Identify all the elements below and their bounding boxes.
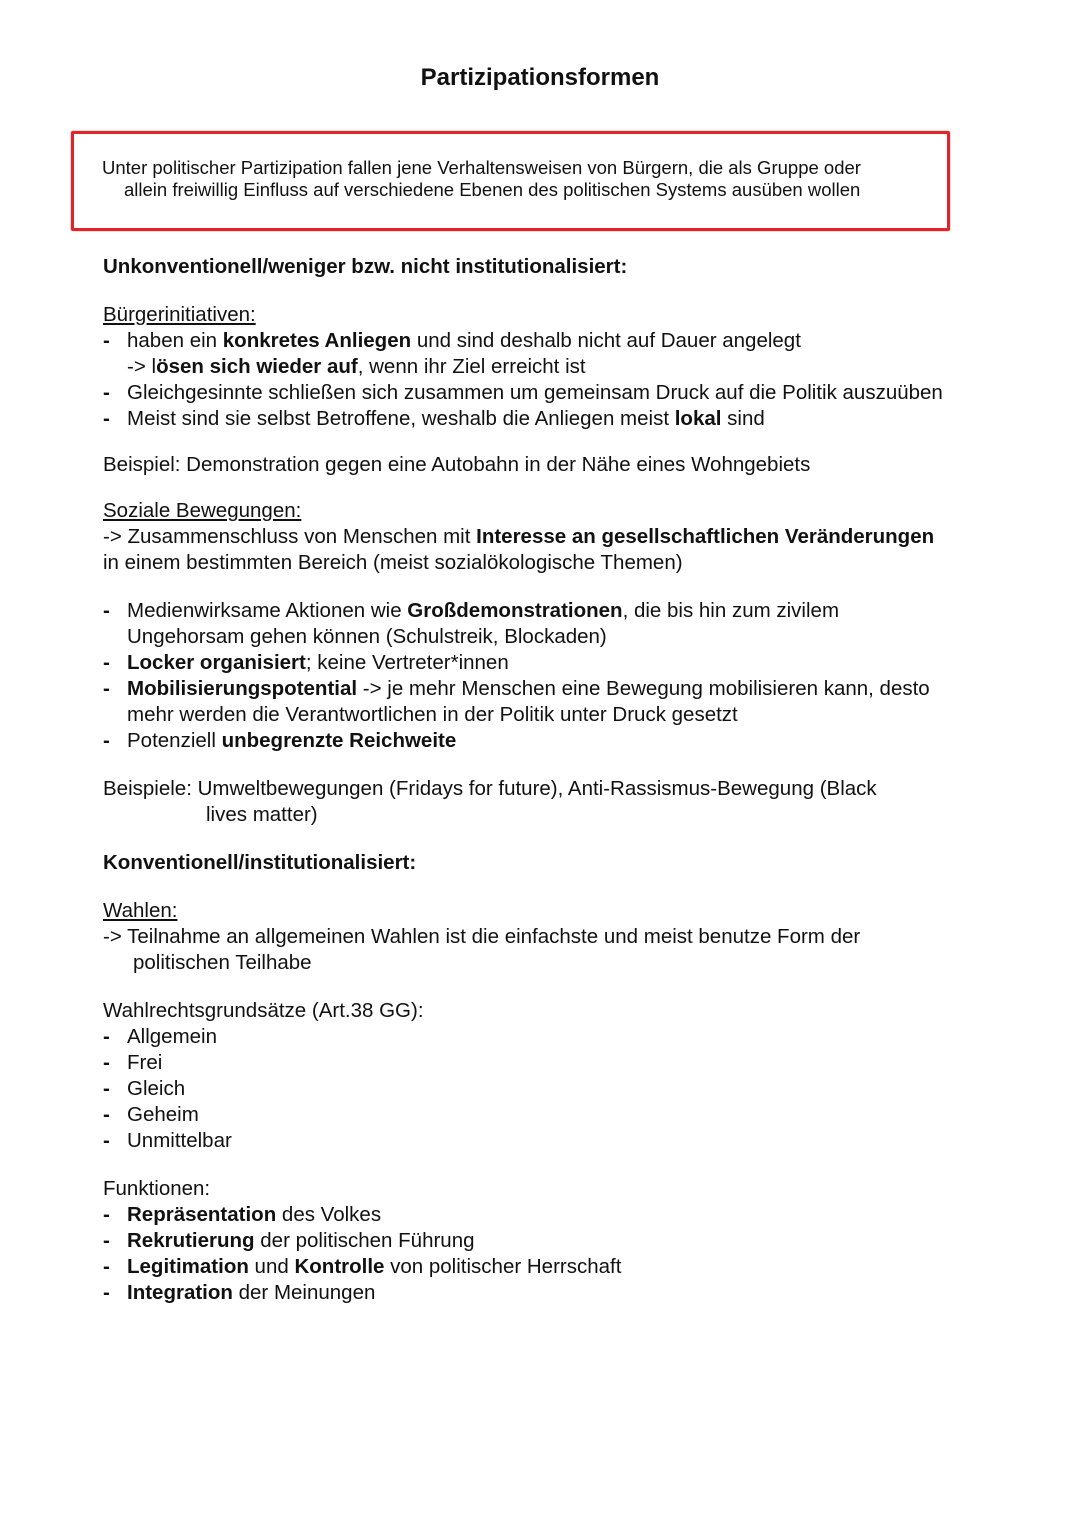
list-item: - Allgemein (103, 1024, 943, 1050)
list-item: - Repräsentation des Volkes (103, 1202, 943, 1228)
list-item: - Integration der Meinungen (103, 1280, 943, 1306)
definition-text (102, 157, 932, 201)
list-item: - Rekrutierung der politischen Führung (103, 1228, 943, 1254)
list-item: - Medienwirksame Aktionen wie Großdemonstrationen, die bis hin zum zivilem Ungehorsam gehen können (Schulstreik, Blockaden) (103, 598, 943, 650)
wahlen-intro: -> Teilnahme an allgemeinen Wahlen ist die einfachste und meist benutze Form der politischen Teilhabe (103, 925, 861, 974)
soziale-bewegungen-intro: -> Zusammenschluss von Menschen mit Interesse an gesellschaftlichen Veränderungen in einem bestimmten Bereich (meist sozialökologische Themen) (103, 525, 935, 574)
section-heading-conventional: Konventionell/institutionalisiert: (103, 851, 417, 874)
example-soziale-bewegungen: Beispiele: Umweltbewegungen (Fridays for future), Anti-Rassismus-Bewegung (Black lives matter) (103, 777, 877, 826)
page-title: Partizipationsformen (420, 64, 660, 91)
section-heading-unconventional: Unkonventionell/weniger bzw. nicht institutionalisiert: (103, 255, 628, 278)
list-item: - Mobilisierungspotential -> je mehr Menschen eine Bewegung mobilisieren kann, desto mehr werden die Verantwortlichen in der Politik unter Druck gesetzt (103, 676, 943, 728)
subheading-soziale-bewegungen: Soziale Bewegungen: (103, 499, 302, 522)
list-item: - Potenziell unbegrenzte Reichweite (103, 728, 943, 754)
example-buergerinitiativen: Beispiel: Demonstration gegen eine Autobahn in der Nähe eines Wohngebiets (103, 453, 811, 476)
list-item: - haben ein konkretes Anliegen und sind deshalb nicht auf Dauer angelegt -> lösen sich wieder auf, wenn ihr Ziel erreicht ist (103, 328, 943, 380)
list-item: - Gleich (103, 1076, 943, 1102)
list-item: - Legitimation und Kontrolle von politischer Herrschaft (103, 1254, 943, 1280)
buergerinitiativen-list (103, 328, 943, 432)
funktionen-list (103, 1202, 943, 1306)
subheading-buergerinitiativen: Bürgerinitiativen: (103, 303, 256, 326)
subheading-grundsaetze: Wahlrechtsgrundsätze (Art.38 GG): (103, 999, 424, 1022)
definition-line-2: allein freiwillig Einfluss auf verschiedene Ebenen des politischen Systems ausüben wollen (124, 179, 861, 200)
soziale-bewegungen-list (103, 598, 943, 754)
list-item: - Gleichgesinnte schließen sich zusammen um gemeinsam Druck auf die Politik auszuüben (103, 380, 943, 406)
document-body (103, 254, 943, 1306)
list-item: - Unmittelbar (103, 1128, 943, 1154)
subheading-wahlen: Wahlen: (103, 899, 178, 922)
list-item: - Meist sind sie selbst Betroffene, weshalb die Anliegen meist lokal sind (103, 406, 943, 432)
list-item: - Frei (103, 1050, 943, 1076)
grundsaetze-list (103, 1024, 943, 1154)
definition-line-1: Unter politischer Partizipation fallen jene Verhaltensweisen von Bürgern, die als Gruppe oder (102, 157, 861, 178)
list-item: - Geheim (103, 1102, 943, 1128)
list-item: - Locker organisiert; keine Vertreter*innen (103, 650, 943, 676)
subheading-funktionen: Funktionen: (103, 1177, 211, 1200)
